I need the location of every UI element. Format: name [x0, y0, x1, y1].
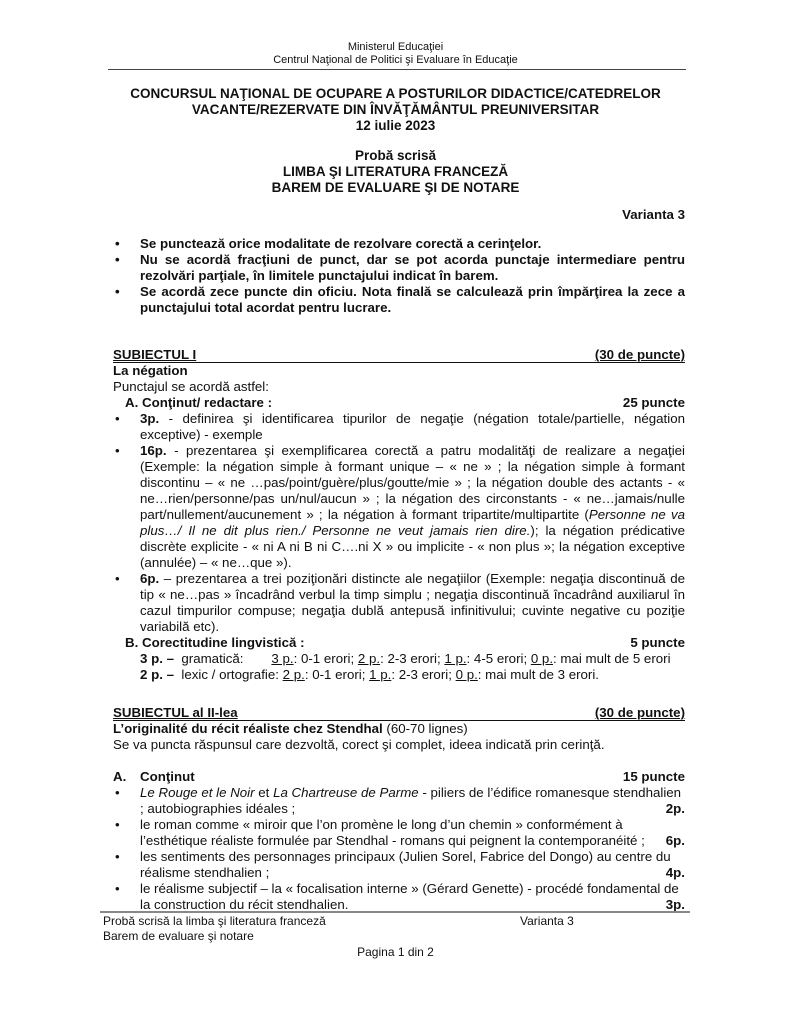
lexic-scale [113, 667, 685, 683]
grammar-scale [113, 651, 685, 667]
novel-title: La Chartreuse de Parme [273, 785, 419, 800]
score-level: 3 p. [271, 651, 294, 666]
criterion-points: 6p. [140, 571, 160, 586]
criterion-points: 16p. [140, 443, 167, 458]
score-range: : 2-3 erori; [391, 667, 456, 682]
grammar-points: 3 p. – [140, 651, 174, 666]
score-range: : mai mult de 3 erori. [477, 667, 599, 682]
criterion-points: 3p. [140, 411, 160, 426]
exam-subject: LIMBA ŞI LITERATURA FRANCEZĂ [282, 164, 509, 179]
subject-1-intro: Punctajul se acordă astfel: [113, 379, 269, 394]
footer-exam: Probă scrisă la limba şi literatura franceză [103, 914, 326, 928]
subject-1-heading [113, 347, 685, 363]
subject-2 [113, 705, 685, 913]
score-range: : mai mult de 5 erori [553, 651, 671, 666]
lexic-label: lexic / ortografie: [181, 667, 283, 682]
score-level: 2 p. [357, 651, 381, 666]
criterion-text: – prezentarea a trei poziţionări distincte ale negaţiilor (Exemple: negaţia discontinuă de tip « ne…pas » încadrând verbul la timp simplu ; negaţia discontinuă încadrând auxiliarul în cazul timpurilor compuse; negaţia dublă antepusă infinitivului; cuvinte negative cu poziţie variabilă etc). [140, 571, 685, 634]
rule-item: • Nu se acordă fracţiuni de punct, dar se pot acorda punctaje intermediare pentru rezolvări parţiale, în limitele punctajului indicat în barem. [113, 252, 685, 284]
score-range: : 0-1 erori; [304, 667, 370, 682]
part-a-heading [113, 395, 685, 411]
content-text: le réalisme subjectif – la « focalisation interne » (Gérard Genette) - procédé fondamental de la construction du récit stendhalien. [140, 881, 679, 912]
header-divider [108, 69, 686, 70]
subject-1-points: (30 de puncte) [594, 347, 685, 362]
subject-2-title: SUBIECTUL al II-lea [113, 705, 238, 720]
criterion-item [113, 571, 685, 635]
title-line-1: CONCURSUL NAŢIONAL DE OCUPARE A POSTURILOR DIDACTICE/CATEDRELOR [130, 86, 661, 101]
criterion-item [113, 411, 685, 443]
barem-title: BAREM DE EVALUARE ŞI DE NOTARE [271, 180, 520, 195]
general-rules [113, 236, 685, 316]
part-b-heading [113, 635, 685, 651]
criterion-text: - definirea şi identificarea tipurilor de negaţie (négation totale/partielle, négation exceptive) - exemple [140, 411, 685, 442]
content-item [113, 817, 685, 849]
part-a-content-heading [113, 769, 685, 785]
exam-date: 12 iulie 2023 [355, 118, 436, 133]
footer-variant: Varianta 3 [520, 914, 574, 928]
score-range: : 4-5 erori; [466, 651, 531, 666]
score-level: 0 p. [455, 667, 478, 682]
subject-2-topic-line [113, 721, 685, 737]
content-points: 3p. [665, 897, 685, 912]
criterion-examples: Personne ne va plus…/ Il ne dit plus rien./ Personne ne veut jamais rien dire. [140, 507, 685, 538]
variant-label: Varianta 3 [622, 207, 685, 222]
criterion-item [113, 443, 685, 571]
part-a-points: 25 puncte [622, 395, 685, 410]
rule-item: • Se punctează orice modalitate de rezolvare corectă a cerinţelor. [113, 236, 685, 252]
subject-2-heading [113, 705, 685, 721]
content-item [113, 849, 685, 881]
subject-2-points: (30 de puncte) [594, 705, 685, 720]
subject-2-intro: Se va puncta răspunsul care dezvoltă, corect şi complet, ideea indicată prin cerinţă. [113, 737, 605, 752]
page-number: Pagina 1 din 2 [357, 945, 434, 959]
part-points: 15 puncte [622, 769, 685, 784]
footer-divider [100, 911, 690, 913]
rule-item: • Se acordă zece puncte din oficiu. Nota finală se calculează prin împărţirea la zece a punctajului total acordat pentru lucrare. [113, 284, 685, 316]
criterion-text: ); la négation prédicative discrète explicite - « ni A ni B ni C….ni X » ou implicite - « non plus »; la négation exceptive (annulée) – « ne…que »). [140, 523, 685, 570]
score-range: : 2-3 erori; [380, 651, 445, 666]
lexic-points: 2 p. – [140, 667, 174, 682]
score-range: : 0-1 erori; [293, 651, 358, 666]
part-b-points: 5 puncte [630, 635, 685, 650]
content-points: 2p. [665, 801, 685, 816]
content-text: le roman comme « miroir que l’on promène le long d’un chemin » conformément à l’esthétique réaliste formulée par Stendhal - romans qui peignent la contemporanéité ; [140, 817, 645, 848]
subject-2-topic: L’originalité du récit réaliste chez Stendhal [113, 721, 383, 736]
exam-type: Probă scrisă [354, 148, 437, 163]
part-letter: A. [113, 769, 127, 784]
content-item [113, 881, 685, 913]
subject-2-length: (60-70 lignes) [382, 721, 468, 736]
grammar-label: gramatică: [181, 651, 244, 666]
ministry-name: Ministerul Educaţiei [347, 41, 444, 53]
part-label: Conţinut [140, 769, 195, 784]
content-points: 6p. [665, 833, 685, 848]
novel-title: Le Rouge et le Noir [140, 785, 255, 800]
connector: et [254, 785, 274, 800]
title-line-2: VACANTE/REZERVATE DIN ÎNVĂŢĂMÂNTUL PREUNIVERSITAR [191, 102, 600, 117]
criterion-text: - prezentarea şi exemplificarea corectă a patru modalităţi de realizare a negaţiei (Exemple: la négation simple à formant unique – « ne » ; la négation simple à formant discontinu – « ne …pas/point/guère/plus/goutte/mie » ; la négation double des actants - « ne…rien/personne/pas un/nul/aucun » ; la négation des circonstants - « ne…jamais/nulle part/nullement/aucunement » ; la négation à formant tripartite/multipartite ( [140, 443, 685, 522]
footer-barem: Barem de evaluare şi notare [103, 929, 254, 943]
content-item [113, 785, 685, 817]
score-level: 2 p. [282, 667, 305, 682]
subject-1 [113, 347, 685, 683]
score-level: 0 p. [530, 651, 554, 666]
score-level: 1 p. [369, 667, 392, 682]
part-b-label: B. Corectitudine lingvistică : [125, 635, 305, 650]
center-name: Centrul Naţional de Politici şi Evaluare în Educaţie [273, 54, 518, 66]
content-text: - piliers de l’édifice romanesque stendhalien ; autobiographies idéales ; [140, 785, 682, 816]
subject-1-topic: La négation [113, 363, 188, 378]
part-a-label: A. Conţinut/ redactare : [125, 395, 273, 410]
content-text: les sentiments des personnages principaux (Julien Sorel, Fabrice del Dongo) au centre du réalisme stendhalien ; [140, 849, 671, 880]
score-level: 1 p. [444, 651, 467, 666]
subject-1-title: SUBIECTUL I [113, 347, 197, 362]
content-points: 4p. [665, 865, 685, 880]
